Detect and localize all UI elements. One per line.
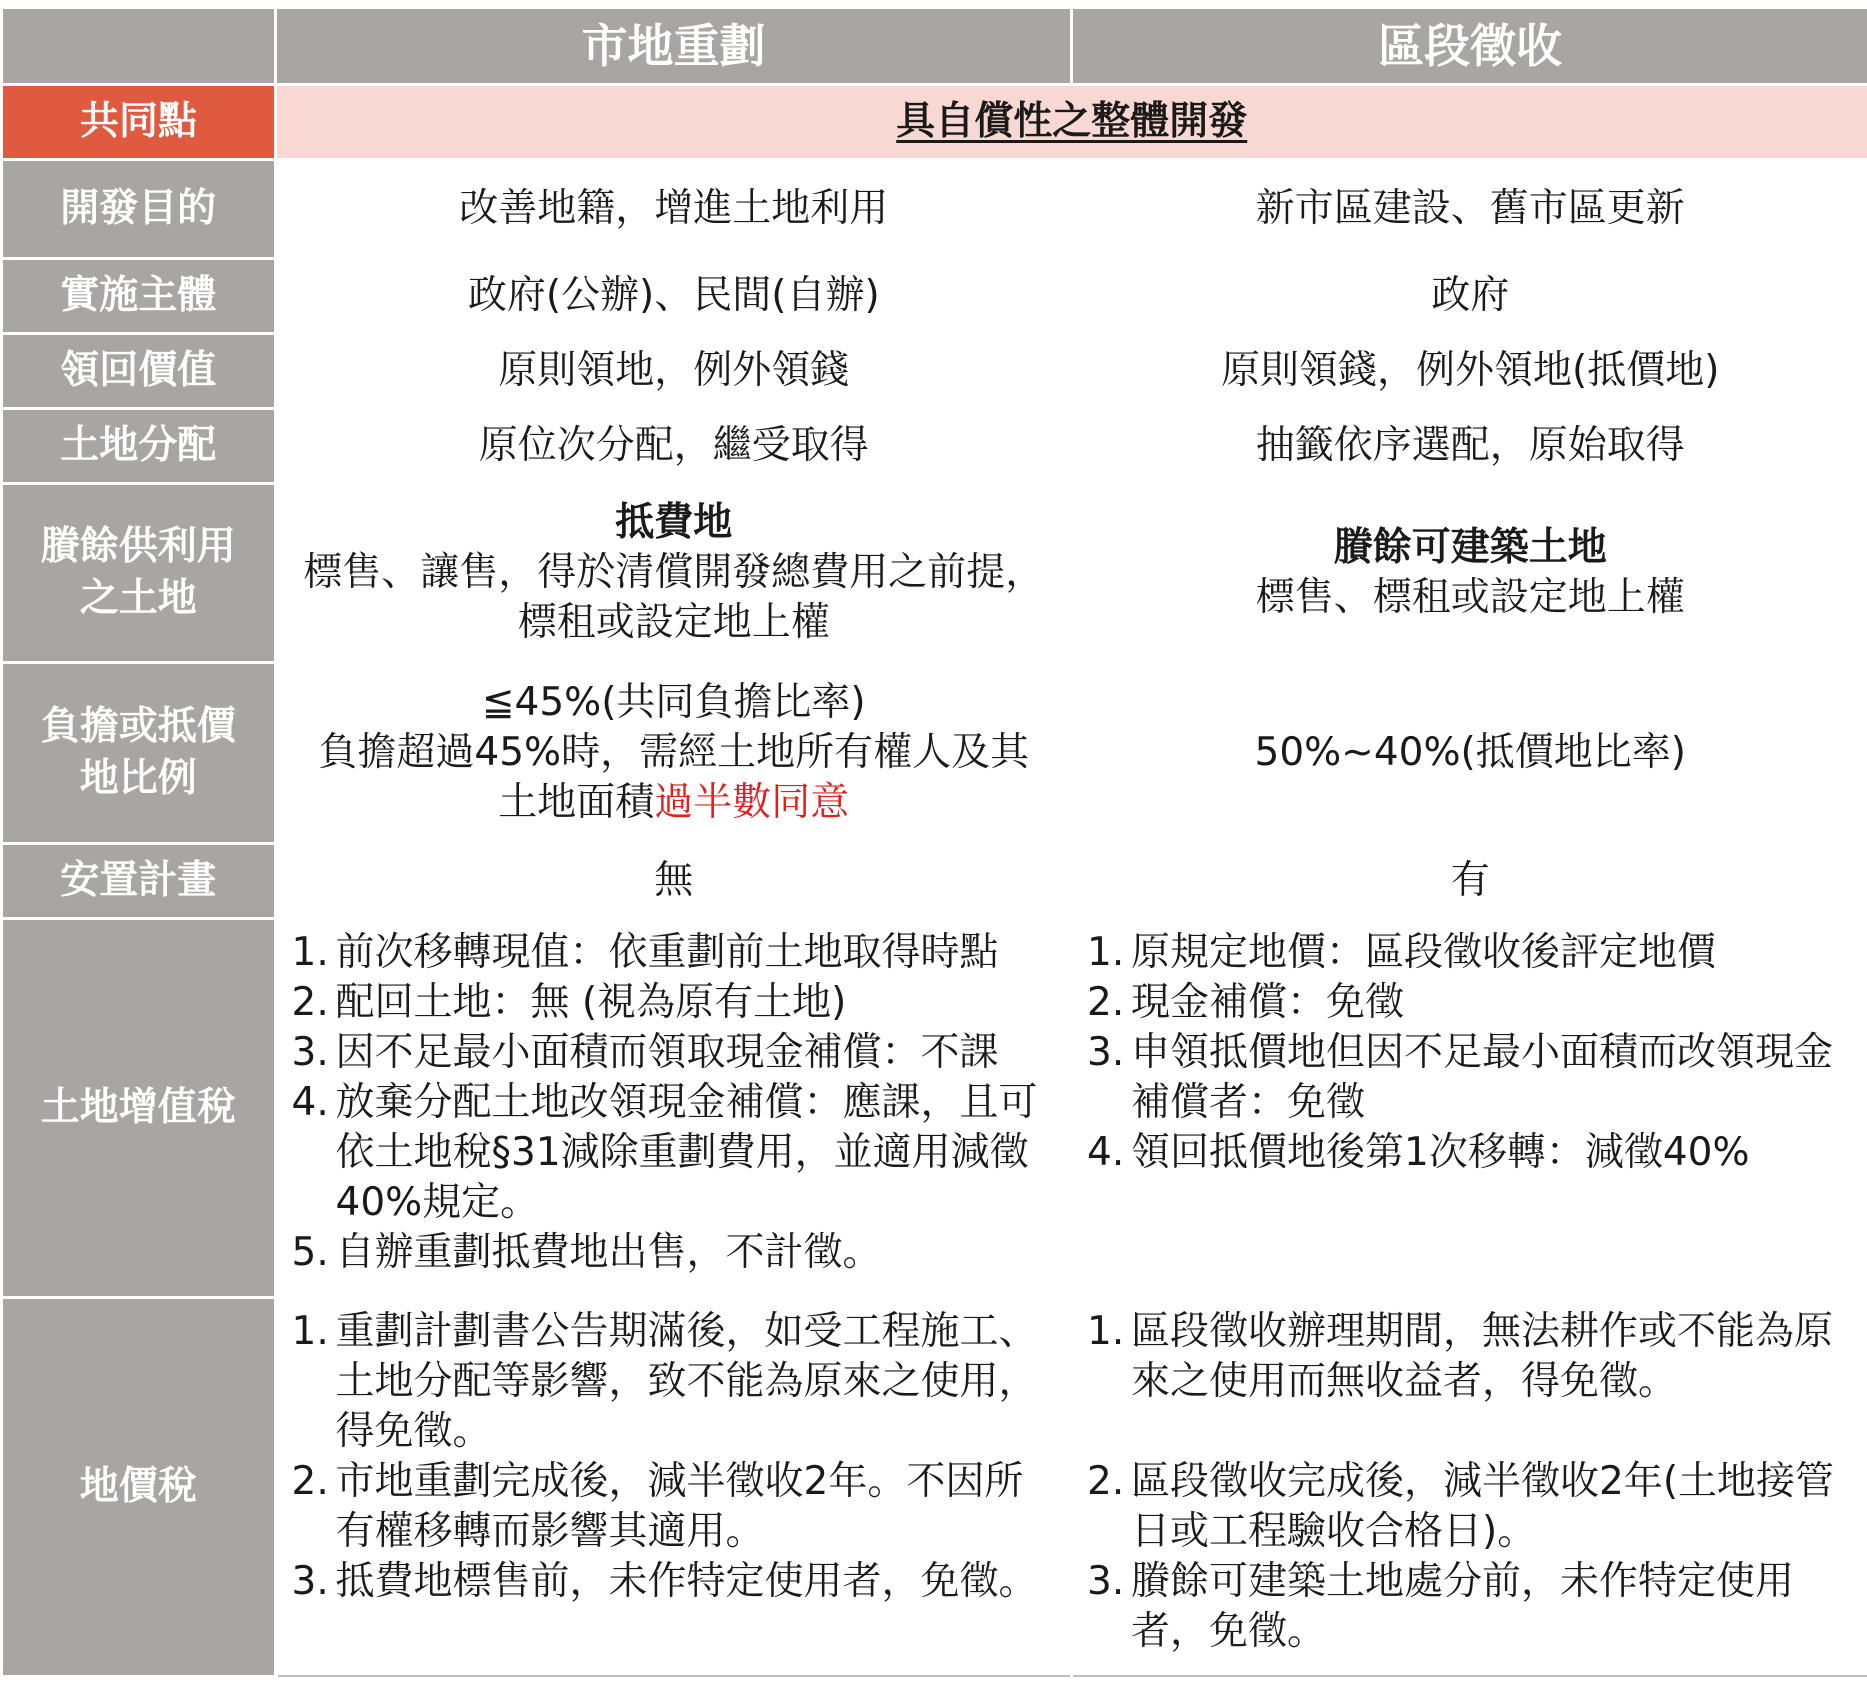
cell-title: 賸餘可建築土地: [1333, 525, 1607, 570]
list-item-number: 1.: [291, 1309, 329, 1354]
cell-text: 土地面積: [498, 780, 655, 825]
list-item: [292, 978, 1059, 1028]
list-item: [1087, 1457, 1856, 1557]
list-item-number: 1.: [291, 930, 329, 975]
list-item-text: 區段徵收完成後，減半徵收2年(土地接管日或工程驗收合格日)。: [1131, 1459, 1835, 1554]
item-list: [292, 928, 1059, 1278]
row-purpose: [2, 160, 1867, 259]
list-item-number: 2.: [291, 980, 329, 1025]
list-item-number: 4.: [1087, 1130, 1125, 1175]
list-item-number: 1.: [1087, 930, 1125, 975]
cell-b: 50%~40%(抵價地比率): [1072, 663, 1867, 844]
list-item: [292, 928, 1059, 978]
cell-line: 標租或設定地上權: [517, 600, 830, 645]
list-item-number: 2.: [291, 1459, 329, 1504]
row-allocation: [2, 409, 1867, 484]
list-item: [1087, 978, 1856, 1028]
list-item: [292, 1028, 1059, 1078]
cell-a: [276, 919, 1072, 1298]
row-ratio: [2, 663, 1867, 844]
cell-a: 政府(公辦)、民間(自辦): [276, 259, 1072, 334]
row-label: 實施主體: [2, 259, 276, 334]
list-item-number: 4.: [291, 1080, 329, 1125]
list-item: [1087, 1557, 1856, 1657]
row-label-line: 地比例: [79, 756, 197, 801]
row-return-value: [2, 334, 1867, 409]
cell-title: 抵費地: [615, 500, 733, 545]
cell-line: [278, 778, 1071, 828]
list-item-text: 市地重劃完成後，減半徵收2年。不因所有權移轉而影響其適用。: [335, 1459, 1024, 1554]
row-label: [2, 484, 276, 663]
row-label: 土地分配: [2, 409, 276, 484]
header-col-b: 區段徵收: [1072, 8, 1867, 85]
cell-b: 原則領錢，例外領地(抵價地): [1072, 334, 1867, 409]
list-item: [1087, 1128, 1856, 1178]
cell-line: 負擔超過45%時，需經土地所有權人及其: [318, 730, 1030, 775]
common-row: [2, 85, 1867, 160]
list-item-text: 前次移轉現值：依重劃前土地取得時點: [335, 930, 999, 975]
cell-b: 有: [1072, 844, 1867, 919]
row-land-price-tax: [2, 1298, 1867, 1677]
cell-line: 標售、標租或設定地上權: [1255, 575, 1685, 620]
header-row: [2, 8, 1867, 85]
row-label: 地價稅: [2, 1298, 276, 1677]
row-resettlement: [2, 844, 1867, 919]
list-item-text: 放棄分配土地改領現金補償：應課，且可依土地稅§31減除重劃費用，並適用減徵40%規定。: [335, 1080, 1038, 1225]
cell-b: 抽籤依序選配，原始取得: [1072, 409, 1867, 484]
row-label: 開發目的: [2, 160, 276, 259]
list-item-text: 因不足最小面積而領取現金補償：不課: [335, 1030, 999, 1075]
item-list: [1087, 928, 1856, 1178]
cell-b: [1072, 1298, 1867, 1677]
list-item-text: 配回土地：無 (視為原有土地): [335, 980, 847, 1025]
list-item-text: 抵費地標售前，未作特定使用者，免徵。: [335, 1559, 1038, 1604]
cell-a: 原則領地，例外領錢: [276, 334, 1072, 409]
row-land-value-tax: [2, 919, 1867, 1298]
row-label-line: 賸餘供利用: [40, 524, 236, 569]
comparison-table-wrapper: [0, 6, 1867, 1678]
list-item: [1087, 928, 1856, 978]
header-blank-cell: [2, 8, 276, 85]
cell-a: 原位次分配，繼受取得: [276, 409, 1072, 484]
list-item: [1087, 1028, 1856, 1128]
row-agency: [2, 259, 1867, 334]
list-item-number: 2.: [1087, 1459, 1125, 1504]
list-item: [1087, 1307, 1856, 1407]
cell-a: [276, 484, 1072, 663]
list-item-text: 現金補償：免徵: [1131, 980, 1405, 1025]
cell-a: 無: [276, 844, 1072, 919]
row-label: 安置計畫: [2, 844, 276, 919]
cell-a: [276, 663, 1072, 844]
list-item-number: 5.: [291, 1230, 329, 1275]
list-item-text: 領回抵價地後第1次移轉：減徵40%: [1131, 1130, 1750, 1175]
cell-line: 標售、讓售，得於清償開發總費用之前提，: [303, 550, 1045, 595]
list-item-number: 3.: [291, 1030, 329, 1075]
cell-b: 新市區建設、舊市區更新: [1072, 160, 1867, 259]
item-list: [1087, 1307, 1856, 1657]
common-value: 具自償性之整體開發: [276, 85, 1867, 160]
list-item-text: 賸餘可建築土地處分前，未作特定使用者，免徵。: [1131, 1559, 1795, 1654]
cell-b: [1072, 484, 1867, 663]
row-label-line: 負擔或抵價: [40, 704, 236, 749]
row-surplus: [2, 484, 1867, 663]
list-item-text: 重劃計劃書公告期滿後，如受工程施工、土地分配等影響，致不能為原來之使用，得免徵。: [335, 1309, 1038, 1454]
list-item: [292, 1457, 1059, 1557]
list-item-text: 原規定地價：區段徵收後評定地價: [1131, 930, 1717, 975]
list-item-number: 2.: [1087, 980, 1125, 1025]
list-item: [292, 1557, 1059, 1607]
list-item: [292, 1307, 1059, 1457]
list-item-number: 3.: [1087, 1559, 1125, 1604]
row-label-line: 之土地: [79, 576, 197, 621]
cell-a: 改善地籍，增進土地利用: [276, 160, 1072, 259]
list-item-number: 1.: [1087, 1309, 1125, 1354]
highlight-text: 過半數同意: [654, 780, 850, 825]
list-item-number: 3.: [291, 1559, 329, 1604]
row-label: [2, 663, 276, 844]
list-item-text: 自辦重劃抵費地出售，不計徵。: [335, 1230, 882, 1275]
list-item-number: 3.: [1087, 1030, 1125, 1075]
cell-b: 政府: [1072, 259, 1867, 334]
row-label: 領回價值: [2, 334, 276, 409]
cell-line: ≦45%(共同負擔比率): [481, 680, 866, 725]
common-label: 共同點: [2, 85, 276, 160]
item-list: [292, 1307, 1059, 1607]
row-label: 土地增值稅: [2, 919, 276, 1298]
header-col-a: 市地重劃: [276, 8, 1072, 85]
list-item-text: 區段徵收辦理期間，無法耕作或不能為原來之使用而無收益者，得免徵。: [1131, 1309, 1834, 1404]
comparison-table: [0, 6, 1867, 1678]
cell-a: [276, 1298, 1072, 1677]
list-item: [292, 1078, 1059, 1228]
list-item: [292, 1228, 1059, 1278]
list-item-text: 申領抵價地但因不足最小面積而改領現金補償者：免徵: [1131, 1030, 1834, 1125]
cell-b: [1072, 919, 1867, 1298]
